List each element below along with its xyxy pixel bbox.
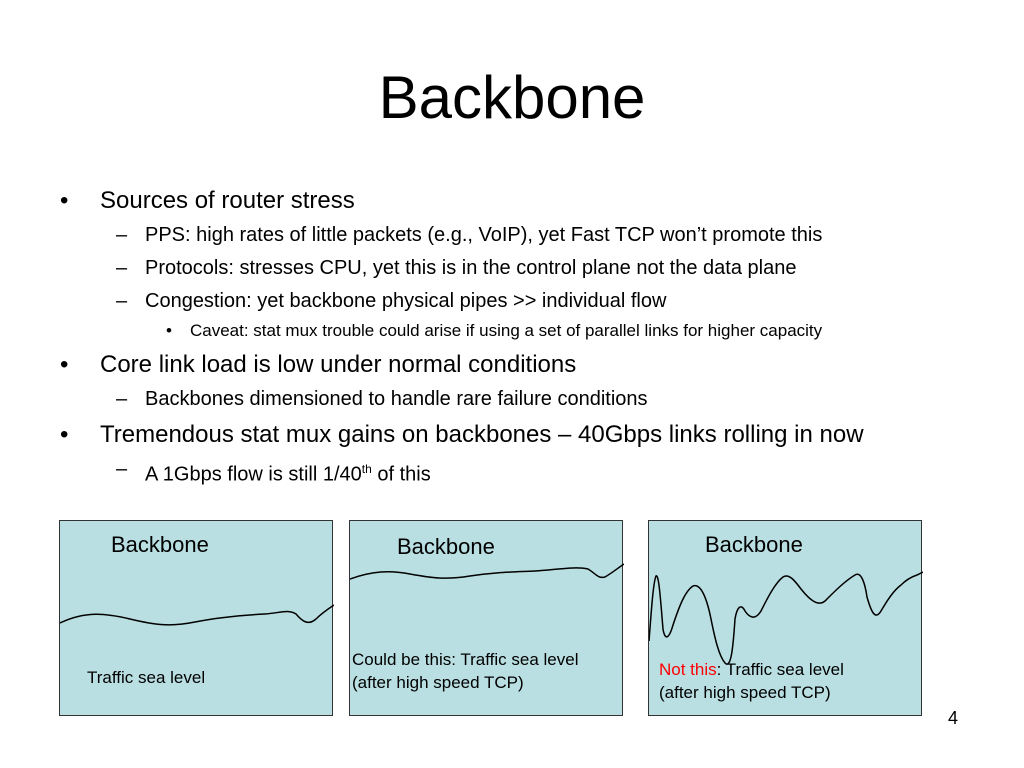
- dash-marker: –: [116, 290, 128, 312]
- panel-caption: Could be this: Traffic sea level (after high speed TCP): [352, 650, 579, 692]
- highlight-text: Not this: [659, 660, 717, 679]
- panel-caption: Traffic sea level: [87, 668, 206, 687]
- bullet-marker: •: [60, 421, 69, 448]
- sub-bullet-item: A 1Gbps flow is still 1/40th of this: [145, 462, 431, 486]
- panel-caption: Not this: Traffic sea level (after high speed TCP): [659, 660, 844, 702]
- sub-bullet-item: Backbones dimensioned to handle rare failure conditions: [145, 388, 648, 410]
- slide-title: Backbone: [378, 64, 646, 131]
- dash-marker: –: [116, 458, 128, 480]
- sub-sub-bullet-item: Caveat: stat mux trouble could arise if using a set of parallel links for higher capacity: [190, 321, 823, 340]
- panel-not-this: [648, 520, 922, 716]
- bullet-marker: •: [60, 351, 69, 378]
- bullet-marker: •: [60, 187, 69, 214]
- bullet-marker: •: [166, 321, 172, 340]
- panel-normal-load: [59, 520, 333, 716]
- panel-title: Backbone: [397, 534, 495, 559]
- superscript: th: [361, 462, 372, 476]
- panel-could-be: [349, 520, 623, 716]
- bullet-item: Sources of router stress: [100, 187, 355, 214]
- bullet-item: Core link load is low under normal conditions: [100, 351, 577, 378]
- sub-bullet-item: PPS: high rates of little packets (e.g., VoIP), yet Fast TCP won’t promote this: [145, 224, 823, 246]
- bullet-item: Tremendous stat mux gains on backbones – 40Gbps links rolling in now: [100, 421, 864, 448]
- page-number: 4: [948, 708, 959, 728]
- panel-title: Backbone: [705, 532, 803, 557]
- panel-title: Backbone: [111, 532, 209, 557]
- sub-bullet-item: Protocols: stresses CPU, yet this is in the control plane not the data plane: [145, 257, 797, 279]
- sub-bullet-item: Congestion: yet backbone physical pipes >> individual flow: [145, 290, 667, 312]
- dash-marker: –: [116, 224, 128, 246]
- dash-marker: –: [116, 257, 128, 279]
- dash-marker: –: [116, 388, 128, 410]
